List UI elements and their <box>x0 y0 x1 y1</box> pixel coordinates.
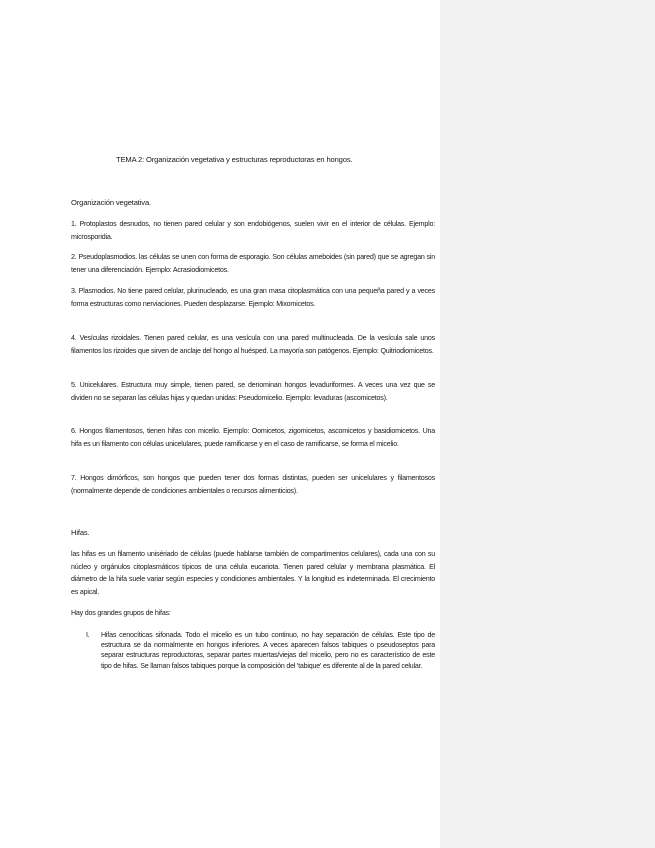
list-item <box>86 630 435 690</box>
paragraph-item-7: 7. Hongos dimórficos, son hongos que pueden tener dos formas distintas, pueden ser unicelulares y filamentosos (normalmente depende de condiciones ambientales o recursos alimenticios). <box>71 474 435 495</box>
paragraph-hifas-intro: Hay dos grandes grupos de hifas: <box>71 609 171 617</box>
paragraph-item-1: 1. Protoplastos desnudos, no tienen pared celular y son endobiógenos, suelen vivir en el interior de células. Ejemplo: microsporidia. <box>71 220 435 241</box>
list-item-marker: I. <box>86 631 90 639</box>
comment-pane <box>440 0 655 848</box>
section-heading-vegetative: Organización vegetativa. <box>71 198 151 207</box>
paragraph-item-4: 4. Vesículas rizoidales. Tienen pared celular, es una vesícula con una pared multinucleada. De la vesícula sale unos filamentos los rizoides que sirven de anclaje del hongo al huésped. La mayoría son patógenos. Ejemplo: Quitriodiomicetos. <box>71 334 435 355</box>
list-item-text: Hifas cenocíticas sifonada. Todo el micelio es un tubo continuo, no hay separación de células. Este tipo de estructura se da normalmente en hongos inferiores. A veces aparecen falsos tabiques o pseudoseptos para separar estructuras reproductoras, separar partes muertas/viejas del micelio, pero no es característico de este tipo de hifas. Se llaman falsos tabiques porque la composición del 'tabique' es diferente al de la pared celular. <box>101 631 435 670</box>
paragraph-item-2: 2. Pseudoplasmodios. las células se unen con forma de esporagio. Son células ameboides (sin pared) que se agregan sin tener una diferenciación. Ejemplo: Acrasiodiomicetos. <box>71 253 435 274</box>
paragraph-hifas: las hifas es un filamento unisériado de células (puede hablarse también de compartimentos celulares), cada una con su núcleo y orgánulos citoplasmáticos típicos de una célula eucariota. Tienen pared celular y membrana plasmática. El diámetro de la hifa suele variar según especies y condiciones ambientales. Y la longitud es indeterminada. El crecimiento es apical. <box>71 550 435 596</box>
paragraph-item-6: 6. Hongos filamentosos, tienen hifas con micelio. Ejemplo: Oomicetos, zigomicetos, ascomicetos y basidiomicetos. Una hifa es un filamento con células unicelulares, puede ramificarse y en el caso de ramificarse, se forma el micelio. <box>71 427 435 448</box>
section-heading-hifas: Hifas. <box>71 528 90 537</box>
document-title: TEMA 2: Organización vegetativa y estructuras reproductoras en hongos. <box>116 155 353 164</box>
paragraph-item-3: 3. Plasmodios. No tiene pared celular, plurinucleado, es una gran masa citoplasmática con una pequeña pared y a veces forma estructuras como nerviaciones. Pueden desplazarse. Ejemplo: Mixomicetos. <box>71 287 435 308</box>
paragraph-item-5: 5. Unicelulares. Estructura muy simple, tienen pared, se denominan hongos levaduriformes. A veces una vez que se dividen no se separan las células hijas y quedan unidas: Pseudomicelio. Ejemplo: levaduras (ascomicetos). <box>71 381 435 402</box>
